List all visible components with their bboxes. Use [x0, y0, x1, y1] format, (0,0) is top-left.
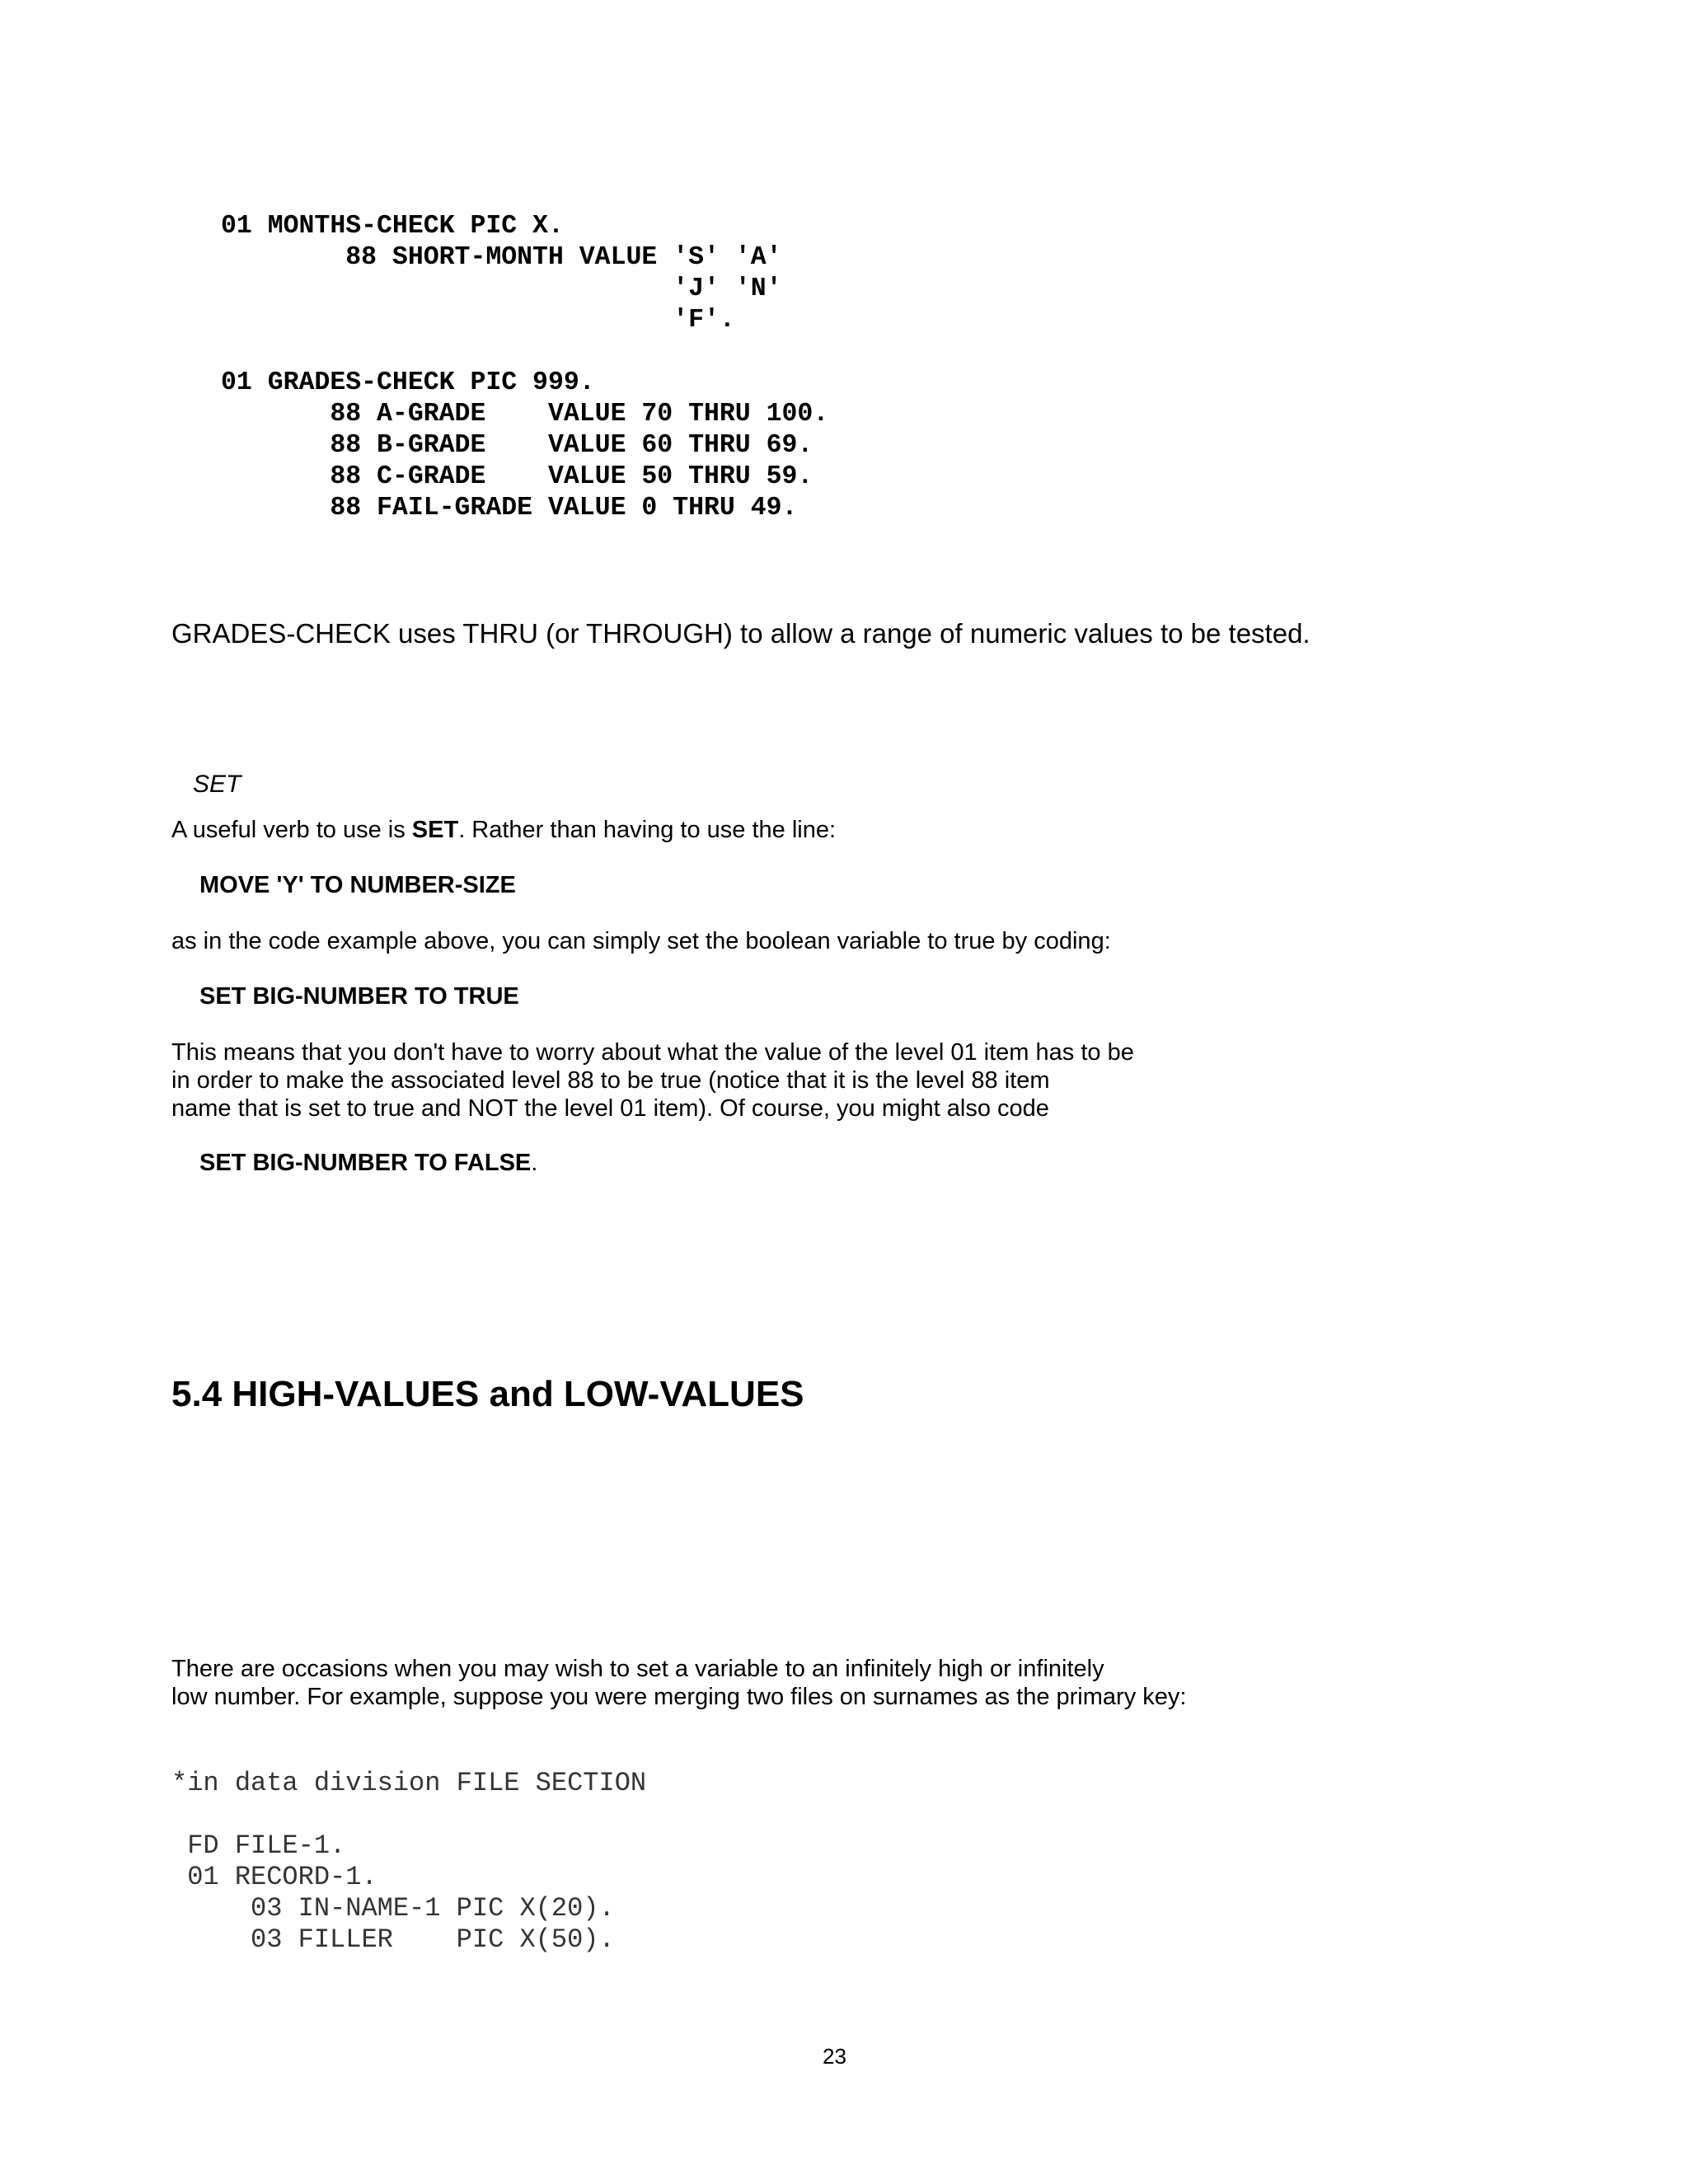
- set-intro-after: . Rather than having to use the line:: [458, 817, 837, 843]
- section-heading-high-low-values: 5.4 HIGH-VALUES and LOW-VALUES: [171, 1374, 804, 1414]
- set-explanation-paragraph: [171, 1038, 1134, 1122]
- code-block-file-section: *in data division FILE SECTION FD FILE-1. 01 RECORD-1. 03 IN-NAME-1 PIC X(20). 03 FILLER PIC X(50).: [171, 1768, 647, 1955]
- set-intro-paragraph: [171, 816, 836, 844]
- set-explanation-line: name that is set to true and NOT the level 01 item). Of course, you might also code: [171, 1095, 1049, 1122]
- set-intro-verb: SET: [411, 817, 459, 843]
- high-values-line: low number. For example, suppose you were merging two files on surnames as the primary key:: [171, 1684, 1187, 1710]
- set-false-period: .: [531, 1150, 538, 1176]
- set-false-code: SET BIG-NUMBER TO FALSE: [199, 1150, 532, 1176]
- set-true-statement: SET BIG-NUMBER TO TRUE: [199, 983, 519, 1010]
- as-in-paragraph: as in the code example above, you can simply set the boolean variable to true by coding:: [171, 928, 1111, 954]
- move-statement: MOVE 'Y' TO NUMBER-SIZE: [199, 872, 516, 898]
- set-subsection-title: SET: [193, 771, 241, 798]
- grades-explanation: GRADES-CHECK uses THRU (or THROUGH) to allow a range of numeric values to be tested.: [171, 618, 1311, 649]
- high-values-paragraph: [171, 1655, 1186, 1711]
- set-explanation-line: This means that you don't have to worry about what the value of the level 01 item has to be: [171, 1039, 1134, 1066]
- page-number: 23: [823, 2044, 846, 2069]
- code-block-months-check: 01 MONTHS-CHECK PIC X. 88 SHORT-MONTH VALUE 'S' 'A' 'J' 'N' 'F'.: [221, 212, 782, 335]
- high-values-line: There are occasions when you may wish to set a variable to an infinitely high or infinitely: [171, 1656, 1104, 1682]
- set-explanation-line: in order to make the associated level 88 to be true (notice that it is the level 88 item: [171, 1067, 1050, 1094]
- code-block-grades-check: 01 GRADES-CHECK PIC 999. 88 A-GRADE VALUE 70 THRU 100. 88 B-GRADE VALUE 60 THRU 69. 88 C-GRADE VALUE 50 THRU 59. 88 FAIL-GRADE VALUE 0 THRU 49.: [221, 368, 829, 523]
- set-false-statement: [199, 1150, 537, 1177]
- set-intro-before: A useful verb to use is: [171, 817, 412, 843]
